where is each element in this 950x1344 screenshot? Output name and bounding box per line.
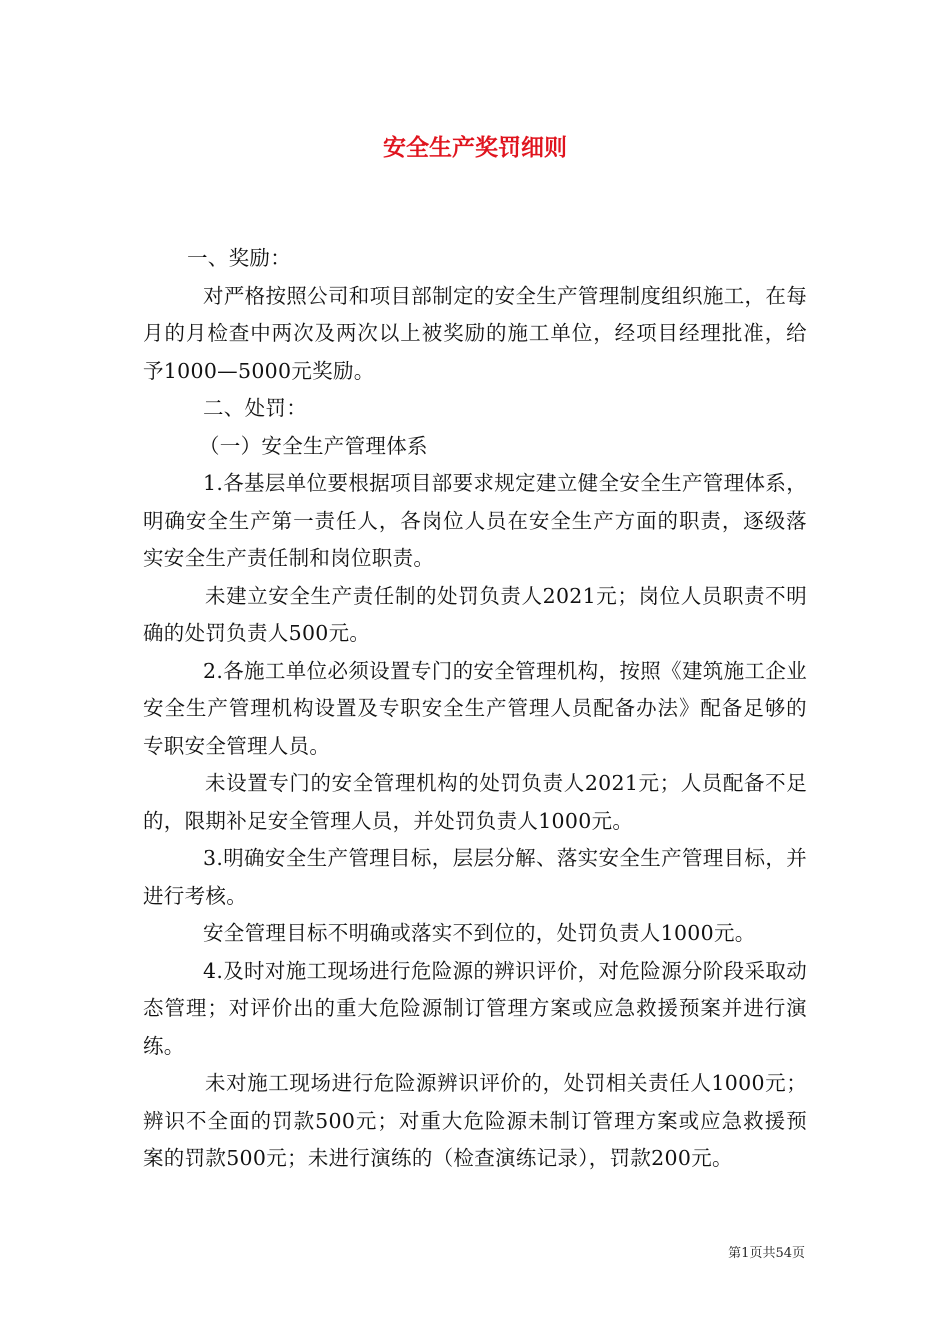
- paragraph: 4.及时对施工现场进行危险源的辨识评价，对危险源分阶段采取动态管理；对评价出的重大危险源制订管理方案或应急救援预案并进行演练。: [143, 958, 807, 1058]
- paragraph: 1.各基层单位要根据项目部要求规定建立健全安全生产管理体系，明确安全生产第一责任人，各岗位人员在安全生产方面的职责，逐级落实安全生产责任制和岗位职责。: [143, 471, 807, 570]
- document-title: 安全生产奖罚细则: [383, 135, 567, 161]
- section-heading-penalty: 二、处罚：: [203, 396, 307, 420]
- paragraph: 未对施工现场进行危险源辨识评价的，处罚相关责任人1000元；辨识不全面的罚款500元；对重大危险源未制订管理方案或应急救援预案的罚款500元；未进行演练的（检查演练记录），罚款200元。: [143, 1071, 807, 1170]
- section-heading-reward: 一、奖励：: [187, 246, 291, 270]
- paragraph: 未设置专门的安全管理机构的处罚负责人2021元；人员配备不足的，限期补足安全管理人员，并处罚负责人1000元。: [143, 771, 807, 833]
- document-body: [143, 240, 807, 1178]
- paragraph: 3.明确安全生产管理目标，层层分解、落实安全生产管理目标，并进行考核。: [143, 846, 807, 908]
- paragraph: 安全管理目标不明确或落实不到位的，处罚负责人1000元。: [203, 921, 756, 945]
- page-number: 第1页共54页: [728, 1246, 805, 1261]
- paragraph: 对严格按照公司和项目部制定的安全生产管理制度组织施工，在每月的月检查中两次及两次以上被奖励的施工单位，经项目经理批准，给予1000—5000元奖励。: [143, 283, 807, 383]
- paragraph: 2.各施工单位必须设置专门的安全管理机构，按照《建筑施工企业安全生产管理机构设置及专职安全生产管理人员配备办法》配备足够的专职安全管理人员。: [143, 658, 807, 758]
- subsection-heading: （一）安全生产管理体系: [199, 433, 428, 458]
- paragraph: 未建立安全生产责任制的处罚负责人2021元；岗位人员职责不明确的处罚负责人500元。: [143, 583, 807, 645]
